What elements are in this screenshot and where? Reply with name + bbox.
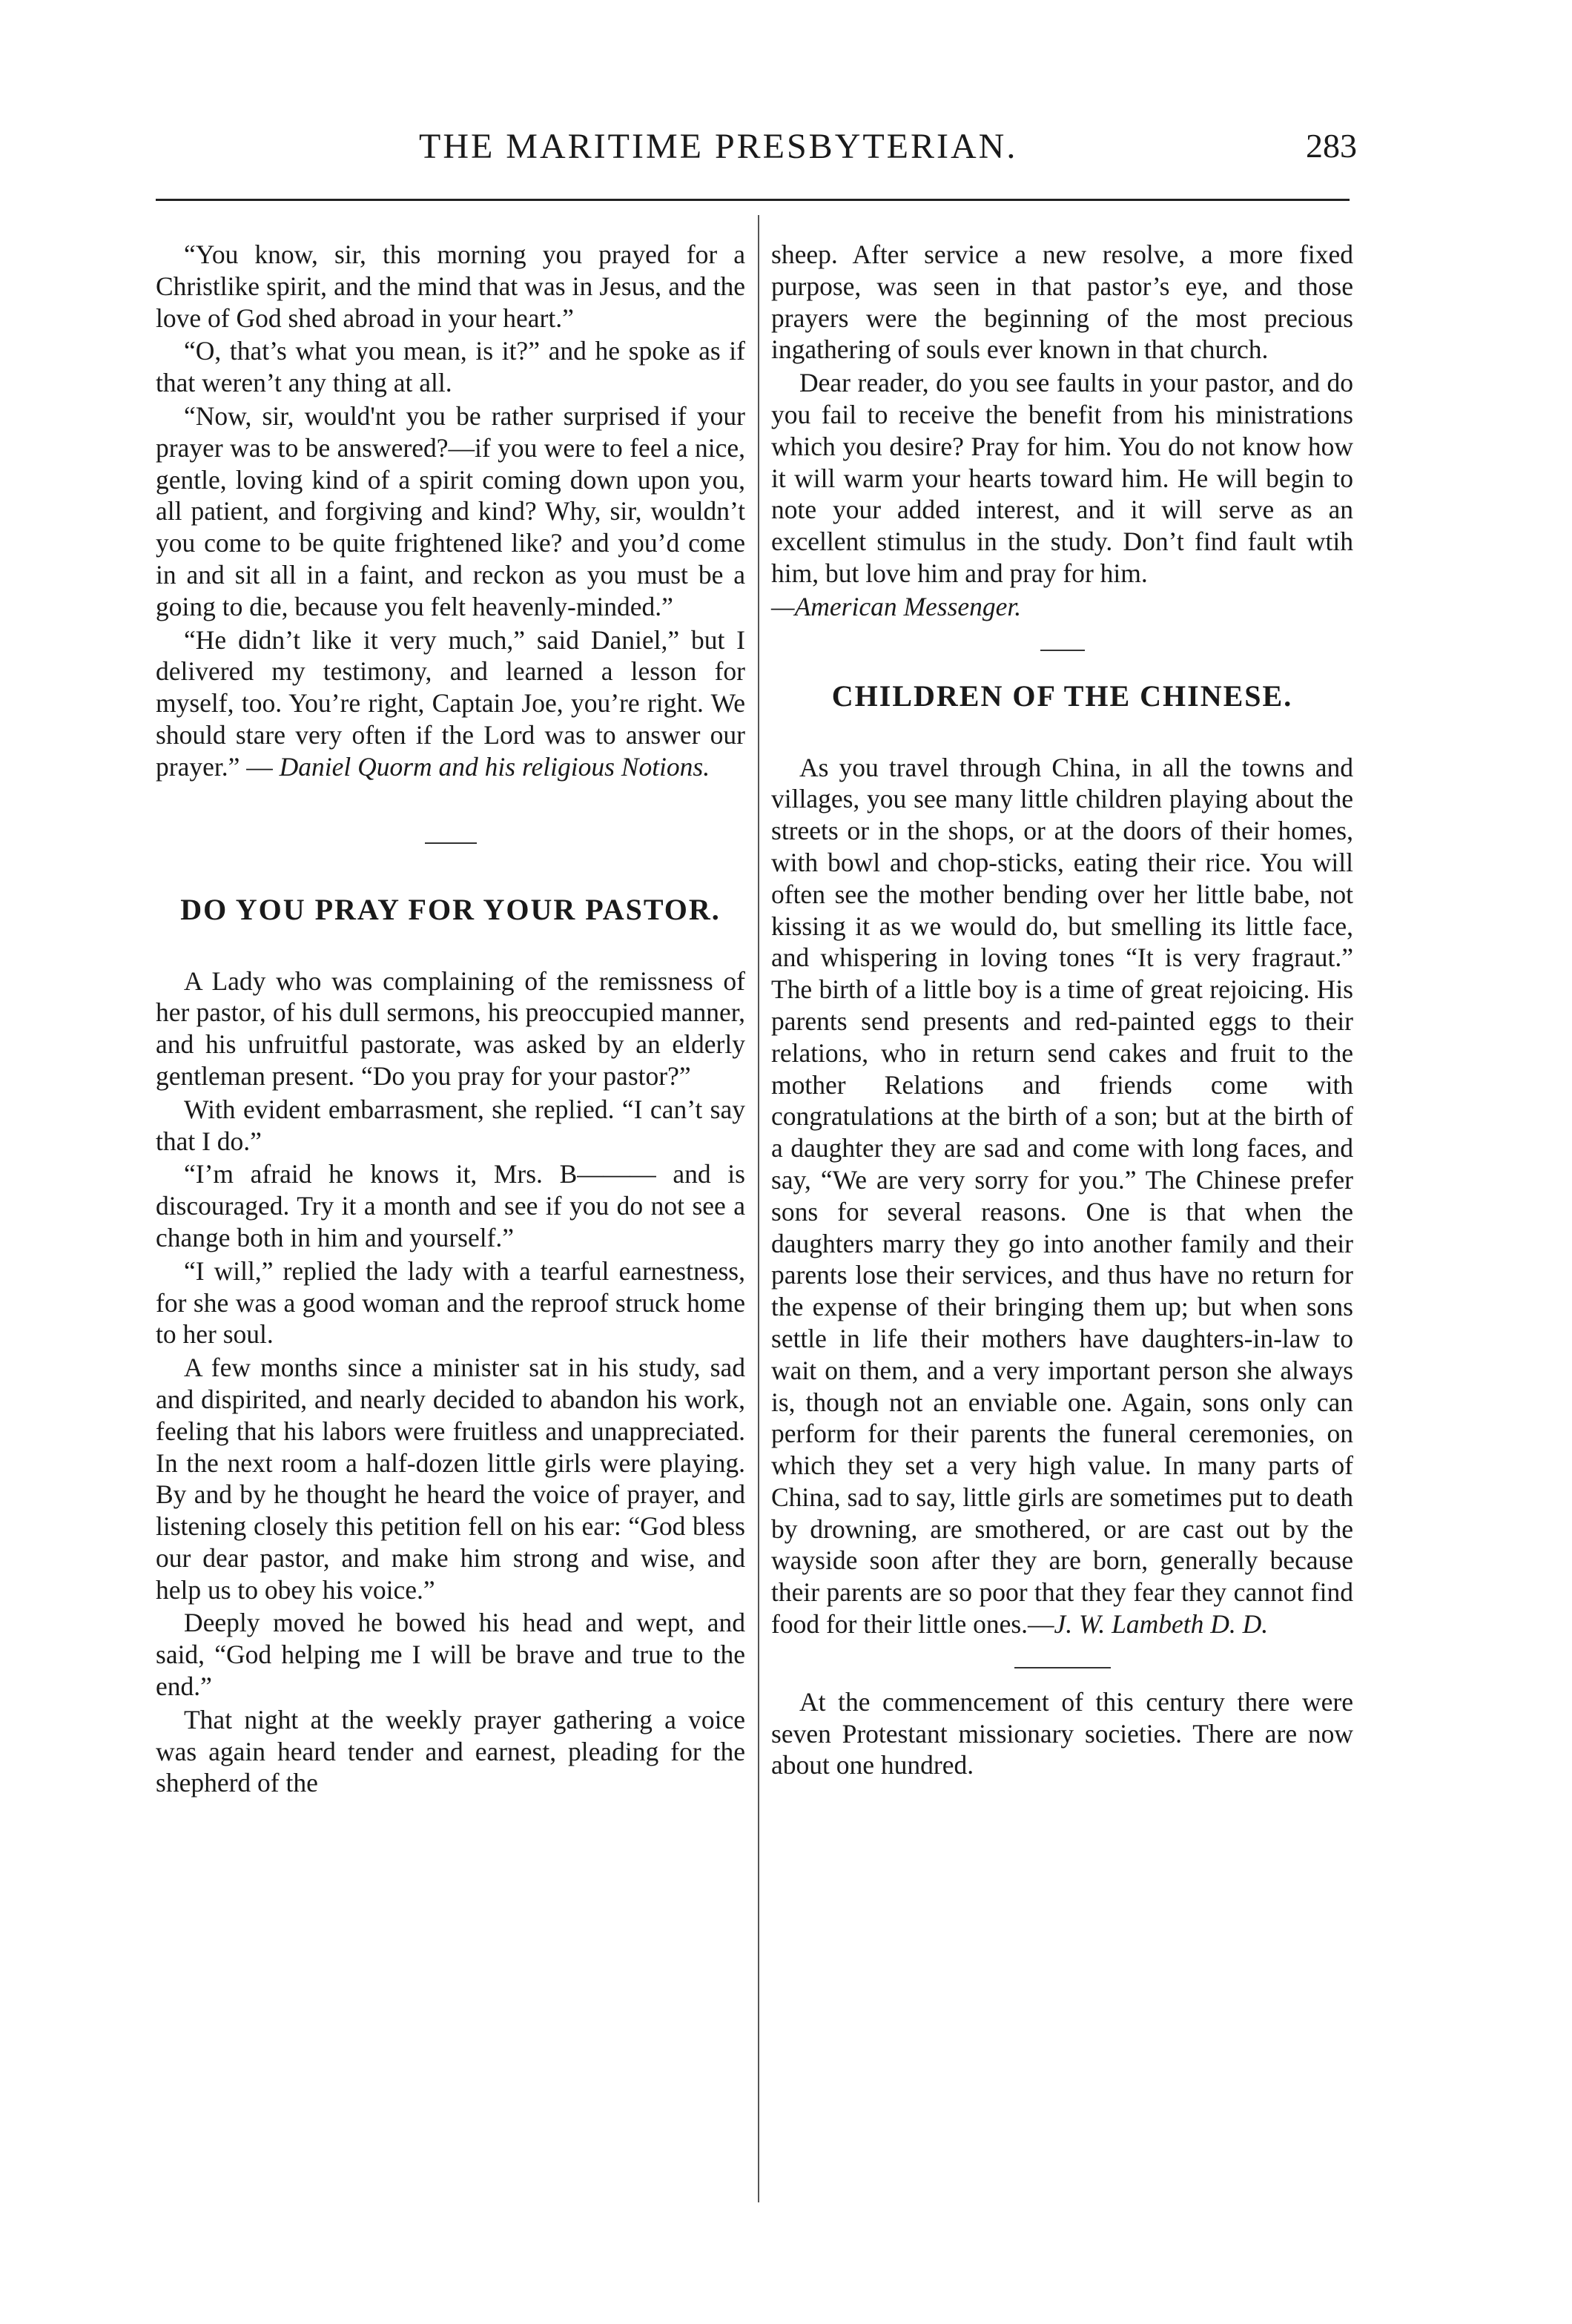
dialogue-paragraph: “O, that’s what you mean, is it?” and he spoke as if that weren’t any thing at all.	[156, 336, 745, 398]
left-column	[156, 239, 745, 1799]
article-title-chinese: CHILDREN OF THE CHINESE.	[831, 679, 1293, 713]
article-paragraph: A few months since a minister sat in his study, sad and dispirited, and nearly decided to abandon his work, feeling that his labors were fruitless and unappreciated. In the next room a half-dozen little girls were playing. By and by he thought he heard the voice of prayer, and listening closely this petition fell on his ear: “God bless our dear pastor, and make him strong and wise, and help us to obey his voice.”	[156, 1353, 745, 1605]
page-number: 283	[1306, 127, 1357, 165]
column-divider	[758, 215, 759, 2202]
header-rule	[156, 199, 1350, 201]
page-header	[156, 126, 1357, 185]
article-paragraph: Deeply moved he bowed his head and wept, and said, “God helping me I will be brave and true to the end.”	[156, 1608, 745, 1702]
article-paragraph-chinese	[771, 752, 1353, 1640]
article-paragraph: “I’m afraid he knows it, Mrs. B——— and is discouraged. Try it a month and see if you do not see a change both in him and yourself.”	[156, 1159, 745, 1252]
dialogue-attribution: Daniel Quorm and his religious Notions.	[279, 751, 710, 782]
dialogue-paragraph: “You know, sir, this morning you prayed for a Christlike spirit, and the mind that was in Jesus, and the love of God shed abroad in your heart.”	[156, 240, 745, 333]
dialogue-paragraph-final	[156, 624, 745, 783]
continued-attribution: —American Messenger.	[771, 591, 1022, 621]
article-text: As you travel through China, in all the towns and villages, you see many little children playing about the streets or in the shops, or at the doors of their homes, with bowl and chop-sticks, eating their rice. You will often see the mother bending over her little babe, not kissing it as we would do, but smelling its little face, and whispering in loving tones “It is very fragraut.” The birth of a little boy is a time of great rejoicing. His parents send presents and red-painted eggs to their relations, who in return send cakes and fruit to the mother Relations and friends come with congratulations at the birth of a son; but at the birth of a daughter they are sad and come with long faces, and say, “We are very sorry for you.” The Chinese prefer sons for several reasons. One is that when the daughters marry they go into another family and their parents lose their services, and thus have no return for the expense of their bringing them up; but when sons settle in life their mothers have daughters-in-law to wait on them, and a very important person she always is, though not an enviable one. Again, sons only can perform for their parents the funeral ceremonies, on which they set a very high value. In many parts of China, sad to say, little girls are sometimes put to death by drowning, are smothered, or are cast out by the wayside soon after they are born, generally because their parents are so poor that they fear they cannot find food for their little ones.—	[771, 752, 1353, 1640]
article-attribution: J. W. Lambeth D. D.	[1054, 1609, 1269, 1640]
article-paragraph: A Lady who was complaining of the remissness of her pastor, of his dull sermons, his preoccupied manner, and his unfruitful pastorate, was asked by an elderly gentleman present. “Do you pray for your pastor?”	[156, 965, 745, 1091]
dialogue-text: “He didn’t like it very much,” said Daniel,” but I delivered my testimony, and learned a lesson for myself, too. You’re right, Captain Joe, you’re right. We should stare very often if the Lord was to answer our prayer.” —	[156, 624, 745, 782]
dialogue-paragraph: “Now, sir, would'nt you be rather surprised if your prayer was to be answered?—if you were to feel a nice, gentle, loving kind of a spirit coming down upon you, all patient, and forgiving and kind? Why, sir, wouldn’t you come to be quite frightened like? and you’d come in and sit all in a faint, and reckon as you must be a going to die, because you felt heavenly-minded.”	[156, 400, 745, 621]
article-paragraph: “I will,” replied the lady with a tearful earnestness, for she was a good woman and the reproof struck home to her soul.	[156, 1255, 745, 1350]
right-column	[771, 239, 1353, 1781]
closing-paragraph: At the commencement of this century there were seven Protestant missionary societies. There are now about one hundred.	[771, 1686, 1353, 1780]
running-title: THE MARITIME PRESBYTERIAN.	[419, 127, 1018, 166]
article-paragraph: With evident embarrasment, she replied. “I can’t say that I do.”	[156, 1094, 745, 1156]
article-paragraph: That night at the weekly prayer gathering a voice was again heard tender and earnest, pleading for the shepherd of the	[156, 1704, 745, 1798]
article-title-pastor: DO YOU PRAY FOR YOUR PASTOR.	[180, 892, 721, 926]
continued-paragraph: Dear reader, do you see faults in your pastor, and do you fail to receive the benefit from his ministrations which you desire? Pray for him. You do not know how it will warm your hearts toward him. He will begin to note your added interest, and it will serve as an excellent stimulus in the study. Don’t find fault wtih him, but love him and pray for him.	[771, 368, 1353, 588]
continued-attribution-line	[771, 591, 1353, 623]
continued-paragraph: sheep. After service a new resolve, a more fixed purpose, was seen in that pastor’s eye, and those prayers were the beginning of the most precious ingathering of souls ever known in that church.	[771, 240, 1353, 365]
